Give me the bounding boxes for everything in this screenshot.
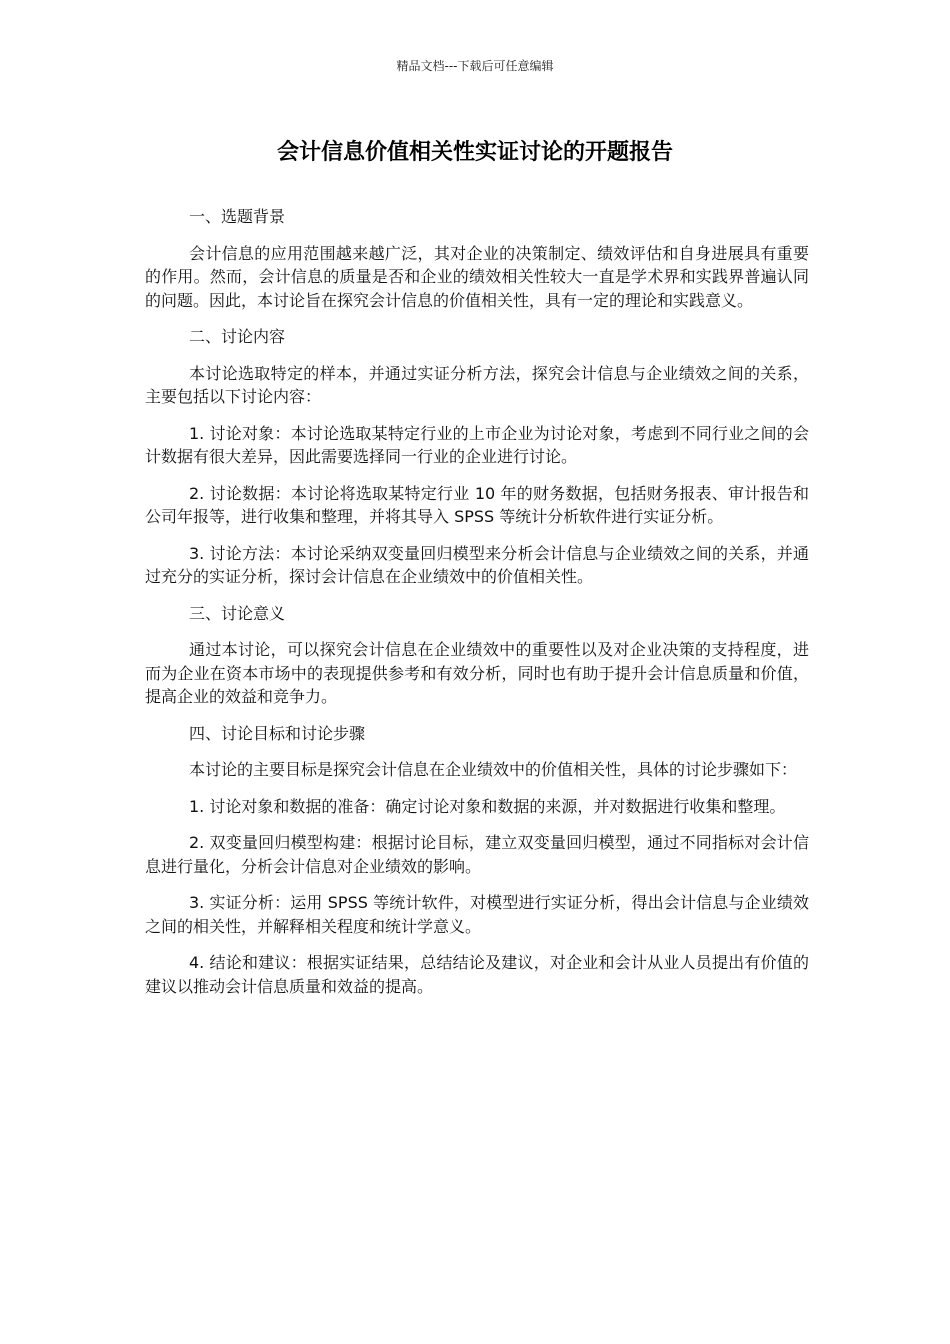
section-heading-background: 一、选题背景 xyxy=(189,207,286,226)
goals-intro-paragraph: 本讨论的主要目标是探究会计信息在企业绩效中的价值相关性，具体的讨论步骤如下： xyxy=(189,760,798,779)
significance-paragraph: 通过本讨论，可以探究会计信息在企业绩效中的重要性以及对企业决策的支持程度，进而为企业在资本市场中的表现提供参考和有效分析，同时也有助于提升会计信息质量和价值，提高企业的效益和竞争力。 xyxy=(145,640,809,706)
background-paragraph: 会计信息的应用范围越来越广泛，其对企业的决策制定、绩效评估和自身进展具有重要的作用。然而，会计信息的质量是否和企业的绩效相关性较大一直是学术界和实践界普遍认同的问题。因此，本讨论旨在探究会计信息的价值相关性，具有一定的理论和实践意义。 xyxy=(145,243,809,310)
document-title: 会计信息价值相关性实证讨论的开题报告 xyxy=(276,140,673,165)
step-item-model: 2. 双变量回归模型构建：根据讨论目标，建立双变量回归模型，通过不同指标对会计信息进行量化，分析会计信息对企业绩效的影响。 xyxy=(145,833,809,876)
step-item-conclusion: 4. 结论和建议：根据实证结果，总结结论及建议，对企业和会计从业人员提出有价值的建议以推动会计信息质量和效益的提高。 xyxy=(145,953,809,996)
content-intro-paragraph: 本讨论选取特定的样本，并通过实证分析方法，探究会计信息与企业绩效之间的关系，主要包括以下讨论内容： xyxy=(145,363,809,406)
section-heading-goals-steps: 四、讨论目标和讨论步骤 xyxy=(189,723,366,743)
step-item-analysis: 3. 实证分析：运用 SPSS 等统计软件，对模型进行实证分析，得出会计信息与企业绩效之间的相关性，并解释相关程度和统计学意义。 xyxy=(145,893,809,936)
step-item-preparation: 1. 讨论对象和数据的准备：确定讨论对象和数据的来源，并对数据进行收集和整理。 xyxy=(189,796,786,816)
page-header: 精品文档---下载后可任意编辑 xyxy=(396,59,554,73)
content-item-data: 2. 讨论数据：本讨论将选取某特定行业 10 年的财务数据，包括财务报表、审计报告和公司年报等，进行收集和整理，并将其导入 SPSS 等统计分析软件进行实证分析。 xyxy=(145,483,809,526)
section-heading-significance: 三、讨论意义 xyxy=(189,603,286,623)
section-heading-content: 二、讨论内容 xyxy=(189,327,286,346)
content-item-subject: 1. 讨论对象：本讨论选取某特定行业的上市企业为讨论对象，考虑到不同行业之间的会计数据有很大差异，因此需要选择同一行业的企业进行讨论。 xyxy=(145,423,809,466)
document-body xyxy=(145,205,809,1011)
content-item-method: 3. 讨论方法：本讨论采纳双变量回归模型来分析会计信息与企业绩效之间的关系，并通过充分的实证分析，探讨会计信息在企业绩效中的价值相关性。 xyxy=(145,543,809,586)
